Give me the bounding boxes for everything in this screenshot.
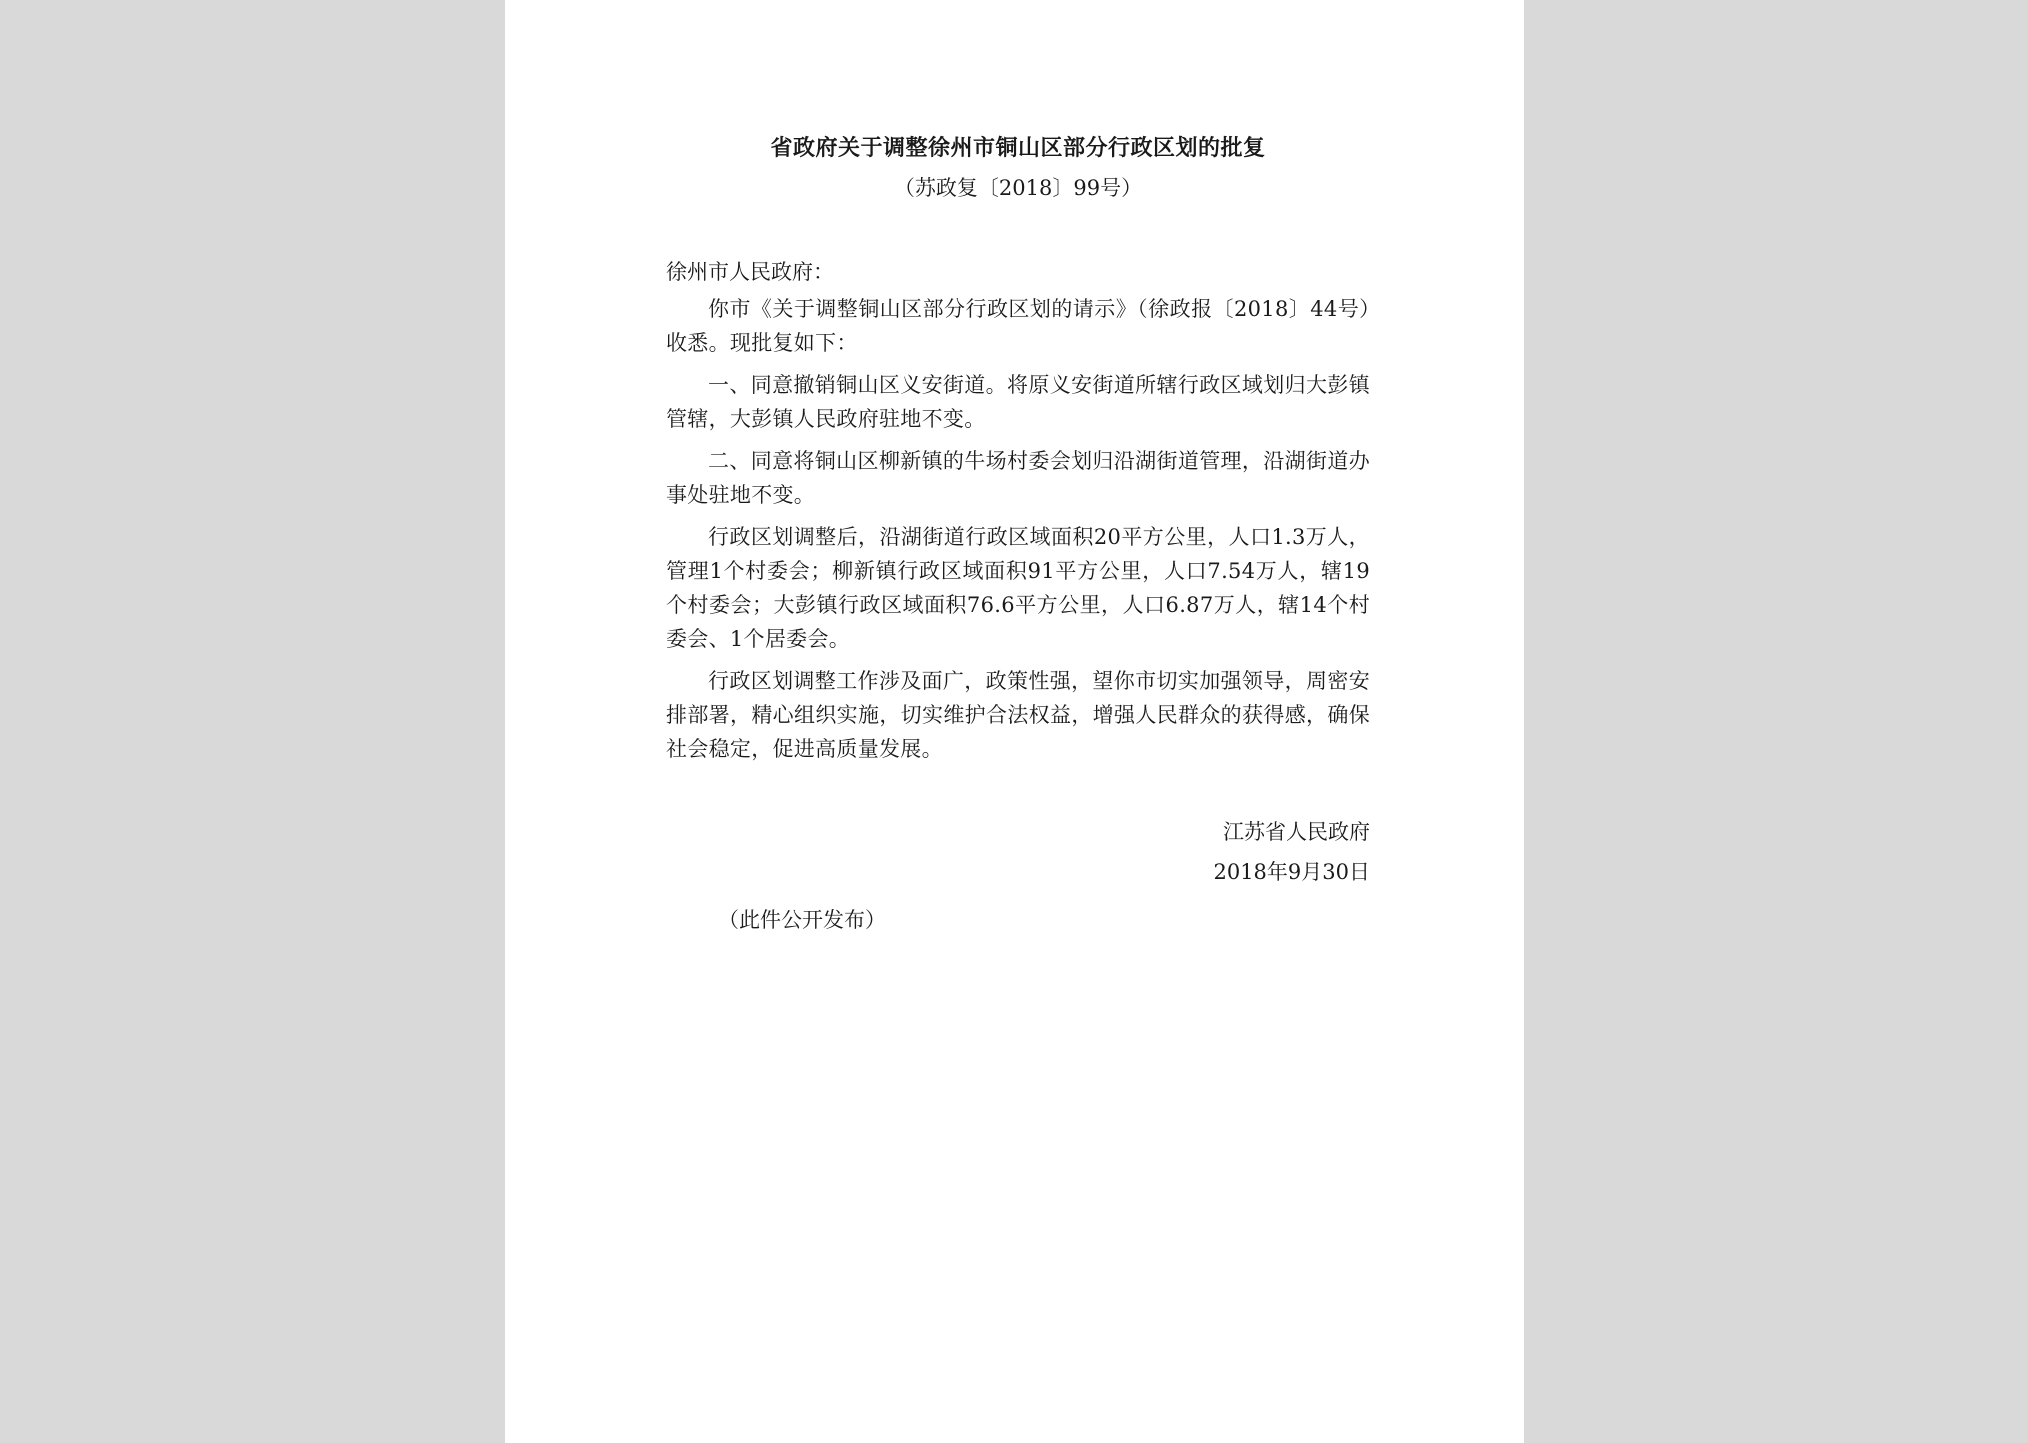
issuing-authority: 江苏省人民政府 [1223,820,1370,844]
body-paragraph: 行政区划调整后，沿湖街道行政区域面积20平方公里，人口1.3万人，管理1个村委会；柳新镇行政区域面积91平方公里，人口7.54万人，辖19个村委会；大彭镇行政区域面积76.6平方公里，人口6.87万人，辖14个村委会、1个居委会。 [666,525,1370,651]
body-paragraph: 行政区划调整工作涉及面广，政策性强，望你市切实加强领导，周密安排部署，精心组织实施，切实维护合法权益，增强人民群众的获得感，确保社会稳定，促进高质量发展。 [666,669,1370,761]
document-page [505,0,1524,1443]
body-paragraph: 你市《关于调整铜山区部分行政区划的请示》（徐政报〔2018〕44号）收悉。现批复如下： [666,297,1370,355]
body-paragraph: 一、同意撤销铜山区义安街道。将原义安街道所辖行政区域划归大彭镇管辖，大彭镇人民政府驻地不变。 [666,373,1370,431]
body-paragraph: 二、同意将铜山区柳新镇的牛场村委会划归沿湖街道管理，沿湖街道办事处驻地不变。 [666,449,1370,507]
publication-note: （此件公开发布） [718,908,886,932]
issue-date: 2018年9月30日 [1213,860,1370,884]
addressee: 徐州市人民政府： [666,260,834,284]
document-body [666,128,1370,940]
document-title: 省政府关于调整徐州市铜山区部分行政区划的批复 [770,135,1266,161]
document-number: （苏政复〔2018〕99号） [893,176,1143,200]
